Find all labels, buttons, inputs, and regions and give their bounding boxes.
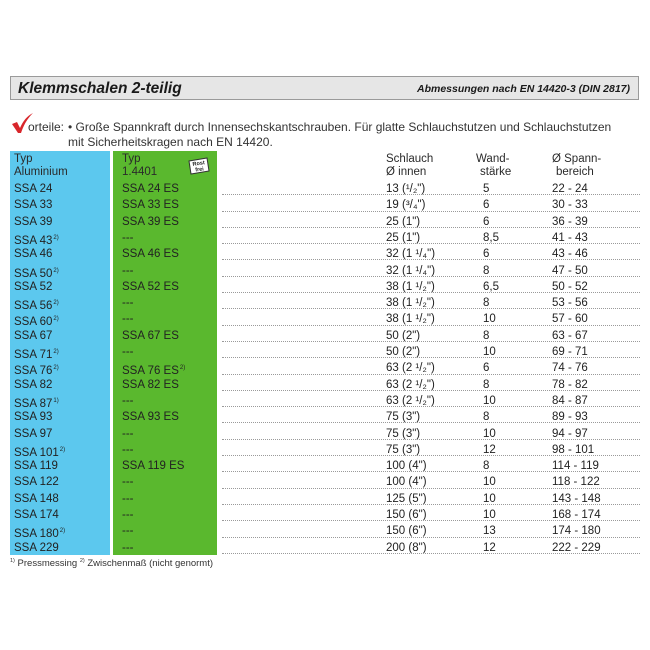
cell-schlauch: 100 (4") [386, 460, 427, 473]
cell-spannbereich: 114 - 119 [552, 460, 599, 473]
table-row [0, 507, 650, 523]
row-divider [222, 243, 640, 244]
header-typ-aluminium: Typ Aluminium [14, 153, 68, 178]
table-row [0, 214, 650, 230]
cell-schlauch: 38 (1 ¹/₂") [386, 297, 435, 310]
cell-typ-aluminium: SSA 148 [14, 492, 59, 505]
table-row [0, 458, 650, 474]
cell-typ-stainless: --- [122, 394, 134, 407]
row-divider [222, 341, 640, 342]
cell-typ-aluminium: SSA 180$^{2)}$ [14, 528, 66, 541]
cell-schlauch: 63 (2 ¹/₂") [386, 394, 435, 407]
row-divider [222, 276, 640, 277]
cell-spannbereich: 118 - 122 [552, 476, 600, 489]
cell-spannbereich: 143 - 148 [552, 492, 601, 505]
table-row [0, 311, 650, 327]
row-divider [222, 357, 640, 358]
cell-typ-aluminium: SSA 52 [14, 280, 53, 293]
cell-schlauch: 50 (2") [386, 346, 421, 358]
cell-typ-aluminium: SSA 60$^{2)}$ [14, 316, 59, 329]
cell-schlauch: 63 (2 ¹/₂") [386, 378, 435, 391]
cell-typ-stainless: SSA 39 ES [122, 215, 179, 228]
cell-wandstaerke: 6,5 [483, 280, 499, 293]
row-divider [222, 194, 640, 195]
cell-spannbereich: 47 - 50 [552, 264, 588, 277]
cell-wandstaerke: 6 [483, 199, 490, 212]
cell-typ-aluminium: SSA 43$^{2)}$ [14, 234, 59, 247]
cell-schlauch: 25 (1") [386, 231, 421, 244]
cell-wandstaerke: 12 [483, 541, 496, 554]
cell-spannbereich: 94 - 97 [552, 427, 588, 440]
cell-schlauch: 25 (1") [386, 215, 421, 228]
table-row [0, 197, 650, 213]
cell-schlauch: 19 (³/₄") [386, 199, 426, 212]
cell-wandstaerke: 6 [483, 248, 490, 261]
cell-wandstaerke: 10 [483, 509, 496, 521]
cell-typ-aluminium: SSA 39 [14, 215, 53, 228]
row-divider [222, 259, 640, 260]
cell-typ-stainless: SSA 67 ES [122, 329, 179, 342]
cell-wandstaerke: 10 [483, 427, 496, 440]
cell-wandstaerke: 5 [483, 183, 490, 195]
row-divider [222, 374, 640, 375]
cell-wandstaerke: 8 [483, 378, 490, 391]
row-divider [222, 390, 640, 391]
row-divider [222, 308, 640, 309]
cell-wandstaerke: 10 [483, 492, 496, 505]
cell-schlauch: 38 (1 ¹/₂") [386, 313, 435, 326]
header-schlauch: Schlauch Ø innen [386, 153, 434, 178]
cell-typ-aluminium: SSA 229 [14, 541, 59, 554]
row-divider [222, 471, 640, 472]
cell-spannbereich: 84 - 87 [552, 394, 588, 407]
cell-spannbereich: 43 - 46 [552, 248, 588, 261]
cell-schlauch: 75 (3") [386, 411, 421, 424]
cell-schlauch: 150 (6") [386, 525, 427, 538]
cell-typ-aluminium: SSA 97 [14, 427, 53, 440]
svg-text:frei: frei [194, 166, 205, 174]
advantages-text: • Große Spannkraft durch Innensechskantschrauben. Für glatte Schlauchstutzen und Schlauchstutzen mit Sicherheitskragen nach EN 14420. [68, 120, 612, 149]
cell-wandstaerke: 6 [483, 362, 490, 375]
table-row [0, 360, 650, 376]
cell-schlauch: 75 (3") [386, 443, 421, 456]
table-row [0, 442, 650, 458]
cell-typ-stainless: --- [122, 264, 134, 277]
cell-typ-aluminium: SSA 24 [14, 183, 53, 195]
header-typ-stainless: Typ 1.4401 [122, 153, 158, 178]
cell-typ-aluminium: SSA 174 [14, 509, 59, 521]
cell-typ-aluminium: SSA 87$^{1)}$ [14, 397, 59, 410]
cell-schlauch: 125 (5") [386, 492, 427, 505]
cell-schlauch: 50 (2") [386, 329, 421, 342]
cell-wandstaerke: 13 [483, 525, 496, 538]
row-divider [222, 325, 640, 326]
cell-typ-stainless: SSA 119 ES [122, 460, 185, 473]
cell-typ-stainless: --- [122, 492, 134, 505]
cell-schlauch: 38 (1 ¹/₂") [386, 280, 435, 293]
cell-typ-aluminium: SSA 67 [14, 329, 53, 342]
page-subtitle: Abmessungen nach EN 14420-3 (DIN 2817) [417, 83, 630, 95]
cell-typ-aluminium: SSA 56$^{2)}$ [14, 300, 59, 313]
table-row [0, 377, 650, 393]
table-row [0, 491, 650, 507]
cell-wandstaerke: 8,5 [483, 231, 499, 244]
table-row [0, 393, 650, 409]
table-row [0, 181, 650, 197]
cell-wandstaerke: 12 [483, 443, 496, 456]
cell-schlauch: 75 (3") [386, 427, 421, 440]
row-divider [222, 211, 640, 212]
cell-wandstaerke: 8 [483, 411, 490, 424]
cell-wandstaerke: 8 [483, 329, 490, 342]
cell-typ-aluminium: SSA 119 [14, 460, 58, 473]
table-row [0, 279, 650, 295]
row-divider [222, 439, 640, 440]
table-row [0, 426, 650, 442]
cell-typ-stainless: SSA 33 ES [122, 199, 179, 212]
advantages-label: orteile: [28, 120, 65, 134]
cell-typ-stainless: SSA 24 ES [122, 183, 179, 195]
cell-typ-stainless: --- [122, 346, 134, 358]
cell-typ-stainless: --- [122, 443, 134, 456]
cell-spannbereich: 89 - 93 [552, 411, 588, 424]
row-divider [222, 227, 640, 228]
page-title: Klemmschalen 2-teilig [18, 80, 182, 97]
cell-schlauch: 100 (4") [386, 476, 427, 489]
cell-typ-stainless: --- [122, 476, 134, 489]
row-divider [222, 504, 640, 505]
table-row [0, 409, 650, 425]
cell-typ-stainless: SSA 82 ES [122, 378, 179, 391]
row-divider [222, 422, 640, 423]
cell-wandstaerke: 6 [483, 215, 490, 228]
cell-spannbereich: 168 - 174 [552, 509, 601, 521]
cell-typ-aluminium: SSA 82 [14, 378, 53, 391]
footnotes: $^{1)}$ Pressmessing $^{2)}$ Zwischenmaß (nicht genormt) [10, 558, 214, 569]
cell-typ-stainless: --- [122, 509, 134, 521]
cell-wandstaerke: 8 [483, 264, 490, 277]
cell-wandstaerke: 10 [483, 313, 496, 326]
cell-schlauch: 200 (8") [386, 541, 427, 554]
cell-typ-stainless: SSA 46 ES [122, 248, 179, 261]
cell-spannbereich: 63 - 67 [552, 329, 588, 342]
row-divider [222, 488, 640, 489]
cell-typ-stainless: SSA 93 ES [122, 411, 179, 424]
table-row [0, 474, 650, 490]
cell-spannbereich: 41 - 43 [552, 231, 588, 244]
cell-typ-aluminium: SSA 50$^{2)}$ [14, 267, 59, 280]
cell-typ-stainless: --- [122, 313, 134, 326]
cell-typ-aluminium: SSA 46 [14, 248, 53, 261]
cell-spannbereich: 174 - 180 [552, 525, 601, 538]
table-row [0, 540, 650, 556]
cell-spannbereich: 53 - 56 [552, 297, 588, 310]
cell-spannbereich: 30 - 33 [552, 199, 588, 212]
table-row [0, 246, 650, 262]
cell-typ-stainless: SSA 52 ES [122, 280, 179, 293]
cell-typ-aluminium: SSA 122 [14, 476, 59, 489]
cell-spannbereich: 50 - 52 [552, 280, 588, 293]
cell-typ-stainless: --- [122, 297, 134, 310]
table-row [0, 230, 650, 246]
cell-wandstaerke: 10 [483, 346, 496, 358]
cell-typ-aluminium: SSA 33 [14, 199, 53, 212]
cell-spannbereich: 36 - 39 [552, 215, 588, 228]
cell-spannbereich: 74 - 76 [552, 362, 588, 375]
cell-schlauch: 150 (6") [386, 509, 427, 521]
row-divider [222, 537, 640, 538]
cell-typ-aluminium: SSA 101$^{2)}$ [14, 446, 66, 459]
row-divider [222, 292, 640, 293]
cell-spannbereich: 78 - 82 [552, 378, 588, 391]
cell-wandstaerke: 8 [483, 297, 490, 310]
cell-schlauch: 32 (1 ¹/₄") [386, 248, 436, 261]
cell-typ-stainless: SSA 76 ES$^{2)}$ [122, 365, 186, 378]
cell-typ-stainless: --- [122, 427, 134, 440]
cell-spannbereich: 57 - 60 [552, 313, 588, 326]
cell-wandstaerke: 10 [483, 394, 496, 407]
cell-wandstaerke: 10 [483, 476, 496, 489]
row-divider [222, 455, 640, 456]
cell-schlauch: 32 (1 ¹/₄") [386, 264, 436, 277]
cell-typ-stainless: --- [122, 231, 134, 244]
title-bar [10, 76, 639, 100]
table-row [0, 344, 650, 360]
cell-typ-aluminium: SSA 93 [14, 411, 53, 424]
row-divider [222, 553, 640, 554]
cell-schlauch: 63 (2 ¹/₂") [386, 362, 435, 375]
rostfrei-badge [187, 157, 211, 175]
cell-spannbereich: 222 - 229 [552, 541, 601, 554]
header-wandstaerke: Wand- stärke [476, 153, 512, 178]
cell-spannbereich: 69 - 71 [552, 346, 588, 358]
cell-schlauch: 13 (¹/₂") [386, 183, 426, 195]
row-divider [222, 520, 640, 521]
cell-typ-aluminium: SSA 76$^{2)}$ [14, 365, 59, 378]
table-row [0, 523, 650, 539]
cell-typ-aluminium: SSA 71$^{2)}$ [14, 349, 59, 361]
cell-wandstaerke: 8 [483, 460, 490, 473]
table-row [0, 295, 650, 311]
cell-typ-stainless: --- [122, 525, 134, 538]
table-row [0, 328, 650, 344]
row-divider [222, 406, 640, 407]
cell-spannbereich: 98 - 101 [552, 443, 595, 456]
table-row [0, 263, 650, 279]
cell-typ-stainless: --- [122, 541, 134, 554]
svg-text:Rost: Rost [192, 160, 206, 168]
cell-spannbereich: 22 - 24 [552, 183, 588, 195]
header-spannbereich: Ø Spann- bereich [552, 153, 602, 178]
